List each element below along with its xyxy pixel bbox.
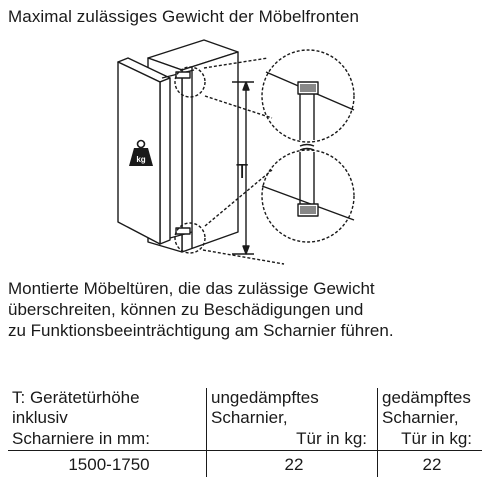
page-title: Maximal zulässiges Gewicht der Möbelfronten	[8, 7, 360, 26]
paragraph-line: überschreiten, können zu Beschädigungen und	[8, 300, 364, 319]
undamped-weight-value: 22	[207, 451, 378, 478]
paragraph-line: Montierte Möbeltüren, die das zulässige Gewicht	[8, 279, 375, 298]
damped-weight-value: 22	[378, 451, 483, 478]
bottom-hinge-detail	[262, 150, 354, 242]
weight-icon-label: kg	[136, 155, 146, 164]
height-value: 1500-1750	[8, 451, 207, 478]
col1-unit: Scharniere in mm:	[12, 429, 150, 448]
col2-header: ungedämpftes Scharnier,	[207, 388, 378, 428]
table-row	[8, 451, 482, 478]
warning-paragraph	[8, 278, 492, 341]
table-header-row	[8, 388, 482, 428]
paragraph-line: zu Funktionsbeeinträchtigung am Scharnier führen.	[8, 321, 394, 340]
table-unit-row	[8, 428, 482, 451]
dimension-label: T	[236, 161, 249, 183]
weight-table	[8, 388, 482, 477]
col2-unit: Tür in kg:	[207, 428, 378, 451]
top-hinge-detail	[262, 50, 354, 142]
col1-header: T: Gerätetürhöhe inklusiv	[12, 388, 140, 427]
col3-unit: Tür in kg:	[378, 428, 483, 451]
col3-header: gedämpftes Scharnier,	[378, 388, 483, 428]
